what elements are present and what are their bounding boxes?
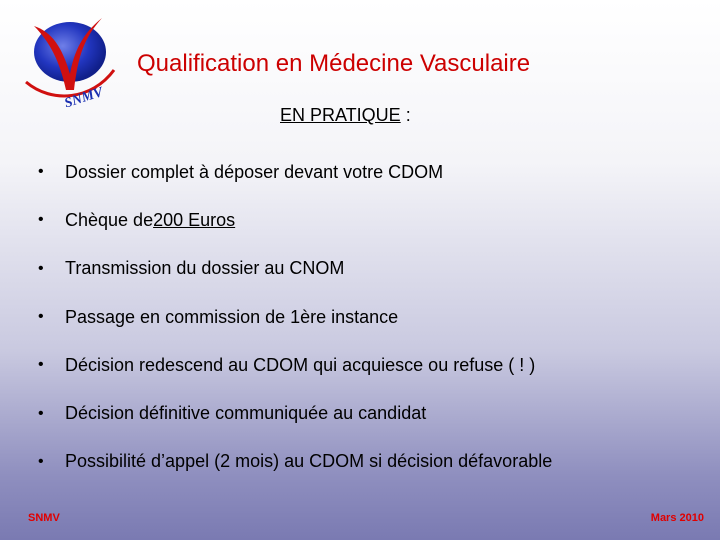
bullet-icon: • <box>38 404 44 422</box>
list-item <box>38 389 552 437</box>
bullet-text: Décision redescend au CDOM qui acquiesce ou refuse ( ! ) <box>65 354 536 375</box>
bullet-text: Transmission du dossier au CNOM <box>65 258 345 279</box>
bullet-icon: • <box>38 211 44 229</box>
list-item <box>38 196 552 244</box>
logo-text: SNMV <box>62 84 106 107</box>
bullet-icon: • <box>38 356 44 374</box>
subtitle-suffix: : <box>400 105 411 125</box>
bullet-icon: • <box>38 163 44 181</box>
bullet-text: Dossier complet à déposer devant votre CDOM <box>65 161 444 182</box>
list-item <box>38 438 552 486</box>
bullet-text: Chèque de <box>65 209 154 230</box>
bullet-list <box>38 148 552 486</box>
bullet-text: Décision définitive communiquée au candidat <box>65 403 427 424</box>
list-item <box>38 148 552 196</box>
subtitle-main: EN PRATIQUE <box>280 105 401 125</box>
list-item <box>38 293 552 341</box>
bullet-text: Possibilité d’appel (2 mois) au CDOM si décision défavorable <box>65 451 553 472</box>
page-subtitle <box>280 105 411 126</box>
footer-date: Mars 2010 <box>650 512 704 524</box>
bullet-amount: 200 Euros <box>153 209 236 230</box>
list-item <box>38 245 552 293</box>
list-item <box>38 341 552 389</box>
page-title: Qualification en Médecine Vasculaire <box>137 50 531 77</box>
bullet-icon: • <box>38 308 44 326</box>
footer-left: SNMV <box>28 512 60 524</box>
bullet-text: Passage en commission de 1ère instance <box>65 306 399 327</box>
bullet-icon: • <box>38 259 44 277</box>
snmv-logo <box>22 12 122 107</box>
bullet-icon: • <box>38 452 44 470</box>
